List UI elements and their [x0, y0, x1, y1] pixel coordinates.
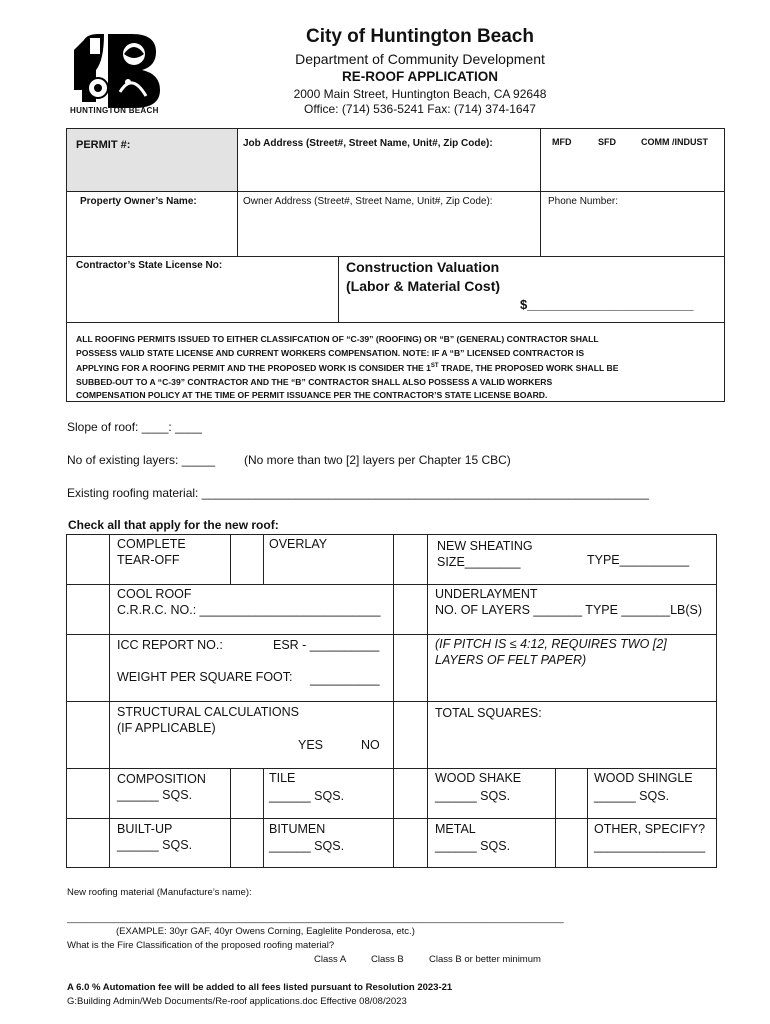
overlay-checkbox[interactable]: [230, 534, 264, 585]
tile-label: TILE: [269, 771, 296, 785]
composition-label: COMPOSITION: [117, 772, 206, 786]
material-example: (EXAMPLE: 30yr GAF, 40yr Owens Corning, Eaglelite Ponderosa, etc.): [116, 926, 415, 937]
phone-label: Phone Number:: [548, 196, 619, 207]
valuation-heading-1: Construction Valuation: [346, 259, 500, 275]
tile-sqs-field[interactable]: ______ SQS.: [269, 789, 345, 803]
logo-caption: HUNTINGTON BEACH: [70, 106, 159, 115]
wood-shake-label: WOOD SHAKE: [435, 771, 522, 785]
crrc-field[interactable]: C.R.R.C. NO.: __________________________: [117, 603, 381, 617]
wood-shingle-label: WOOD SHINGLE: [594, 771, 693, 785]
office-contacts: Office: (714) 536-5241 Fax: (714) 374-1647: [304, 102, 536, 116]
comm-option[interactable]: COMM /INDUST: [641, 137, 708, 147]
underlayment-label: UNDERLAYMENT: [435, 587, 538, 601]
layers-note: (No more than two [2] layers per Chapter 15 CBC): [244, 453, 511, 467]
automation-fee-note: A 6.0 % Automation fee will be added to all fees listed pursuant to Resolution 2023-21: [67, 982, 453, 993]
roof-slope-field[interactable]: Slope of roof: ____: ____: [67, 420, 202, 434]
other-label: OTHER, SPECIFY?: [594, 822, 706, 836]
composition-sqs-field[interactable]: ______ SQS.: [117, 788, 193, 802]
license-label: Contractor’s State License No:: [76, 260, 223, 271]
wood-shingle-sqs-field[interactable]: ______ SQS.: [594, 789, 670, 803]
structural-label: STRUCTURAL CALCULATIONS: [117, 705, 299, 719]
icc-report-label: ICC REPORT NO.:: [117, 638, 223, 652]
owner-address-label: Owner Address (Street#, Street Name, Unit#, Zip Code):: [243, 196, 493, 207]
sheathing-label: NEW SHEATING: [437, 539, 533, 553]
built-up-sqs-field[interactable]: ______ SQS.: [117, 838, 193, 852]
wood-shake-sqs-field[interactable]: ______ SQS.: [435, 789, 511, 803]
cool-roof-label: COOL ROOF: [117, 587, 192, 601]
complete-label: COMPLETE: [117, 537, 186, 551]
job-address-label: Job Address (Street#, Street Name, Unit#, Zip Code):: [243, 138, 493, 149]
valuation-field[interactable]: $_______________________: [520, 297, 694, 312]
sfd-option[interactable]: SFD: [598, 137, 616, 147]
weight-label: WEIGHT PER SQUARE FOOT:: [117, 670, 293, 684]
underlayment-layers-field[interactable]: NO. OF LAYERS _______ TYPE _______LB(S): [435, 603, 703, 617]
class-a-option[interactable]: Class A: [314, 954, 347, 965]
sheathing-checkbox[interactable]: [393, 534, 428, 585]
office-address: 2000 Main Street, Huntington Beach, CA 92648: [293, 87, 547, 101]
existing-material-field[interactable]: Existing roofing material: ___________________________________________________________________: [67, 486, 649, 500]
existing-layers-field[interactable]: No of existing layers: _____: [67, 453, 216, 467]
built-up-label: BUILT-UP: [117, 822, 173, 836]
total-squares-label[interactable]: TOTAL SQUARES:: [435, 706, 542, 720]
pitch-note-1: (IF PITCH IS ≤ 4:12, REQUIRES TWO [2]: [435, 637, 667, 651]
tearoff-label: TEAR-OFF: [117, 553, 180, 567]
permit-label: PERMIT #:: [76, 139, 131, 151]
if-applicable-label: (IF APPLICABLE): [117, 721, 216, 735]
metal-sqs-field[interactable]: ______ SQS.: [435, 839, 511, 853]
checklist-heading: Check all that apply for the new roof:: [68, 518, 279, 532]
contractor-notice: ALL ROOFING PERMITS ISSUED TO EITHER CLASSIFCATION OF “C-39” (ROOFING) OR “B” (GENERAL) CONTRACTOR SHALL POSSESS VALID STATE LICENSE AND CURRENT WORKERS COMPENSATION. NOTE: IF A “B” LICENSED CONTRACTOR IS APPLYING FOR A ROOFING PERMIT AND THE PROPOSED WORK IS CONSIDER THE 1ST TRADE, THE PROPOSED WORK SHALL BE SUBBED-OUT TO A “C-39” CONTRACTOR AND THE “B” CONTRACTOR SHALL ALSO POSSESS A VALID WORKERS COMPENSATION POLICY AT THE TIME OF PERMIT ISSUANCE PER THE CONTRACTOR’S STATE LICENSE BOARD.: [76, 334, 619, 401]
esr-field[interactable]: ESR - __________: [273, 638, 380, 652]
new-material-field[interactable]: ______________________________________________________________________________________________: [67, 913, 564, 924]
overlay-label: OVERLAY: [269, 537, 328, 551]
complete-tearoff-checkbox[interactable]: [66, 534, 110, 585]
yes-option[interactable]: YES: [298, 738, 324, 752]
owner-name-label: Property Owner’s Name:: [80, 196, 197, 207]
sheathing-type-field[interactable]: TYPE__________: [587, 553, 690, 567]
new-material-label: New roofing material (Manufacture’s name):: [67, 887, 252, 898]
pitch-note-2: LAYERS OF FELT PAPER): [435, 653, 587, 667]
city-logo-icon: [68, 30, 172, 118]
bitumen-sqs-field[interactable]: ______ SQS.: [269, 839, 345, 853]
class-b-minimum-option[interactable]: Class B or better minimum: [429, 954, 541, 965]
form-title: RE-ROOF APPLICATION: [342, 69, 498, 84]
document-path: G:Building Admin/Web Documents/Re-roof applications.doc Effective 08/08/2023: [67, 996, 407, 1007]
bitumen-label: BITUMEN: [269, 822, 326, 836]
sheathing-size-field[interactable]: SIZE________: [437, 555, 521, 569]
city-title: City of Huntington Beach: [306, 26, 534, 47]
metal-label: METAL: [435, 822, 476, 836]
fire-class-question: What is the Fire Classification of the proposed roofing material?: [67, 940, 335, 951]
other-specify-field[interactable]: ________________: [594, 839, 706, 853]
valuation-heading-2: (Labor & Material Cost): [346, 278, 501, 294]
weight-field[interactable]: __________: [310, 672, 380, 686]
mfd-option[interactable]: MFD: [552, 137, 572, 147]
department-name: Department of Community Development: [295, 51, 545, 67]
no-option[interactable]: NO: [361, 738, 380, 752]
class-b-option[interactable]: Class B: [371, 954, 404, 965]
